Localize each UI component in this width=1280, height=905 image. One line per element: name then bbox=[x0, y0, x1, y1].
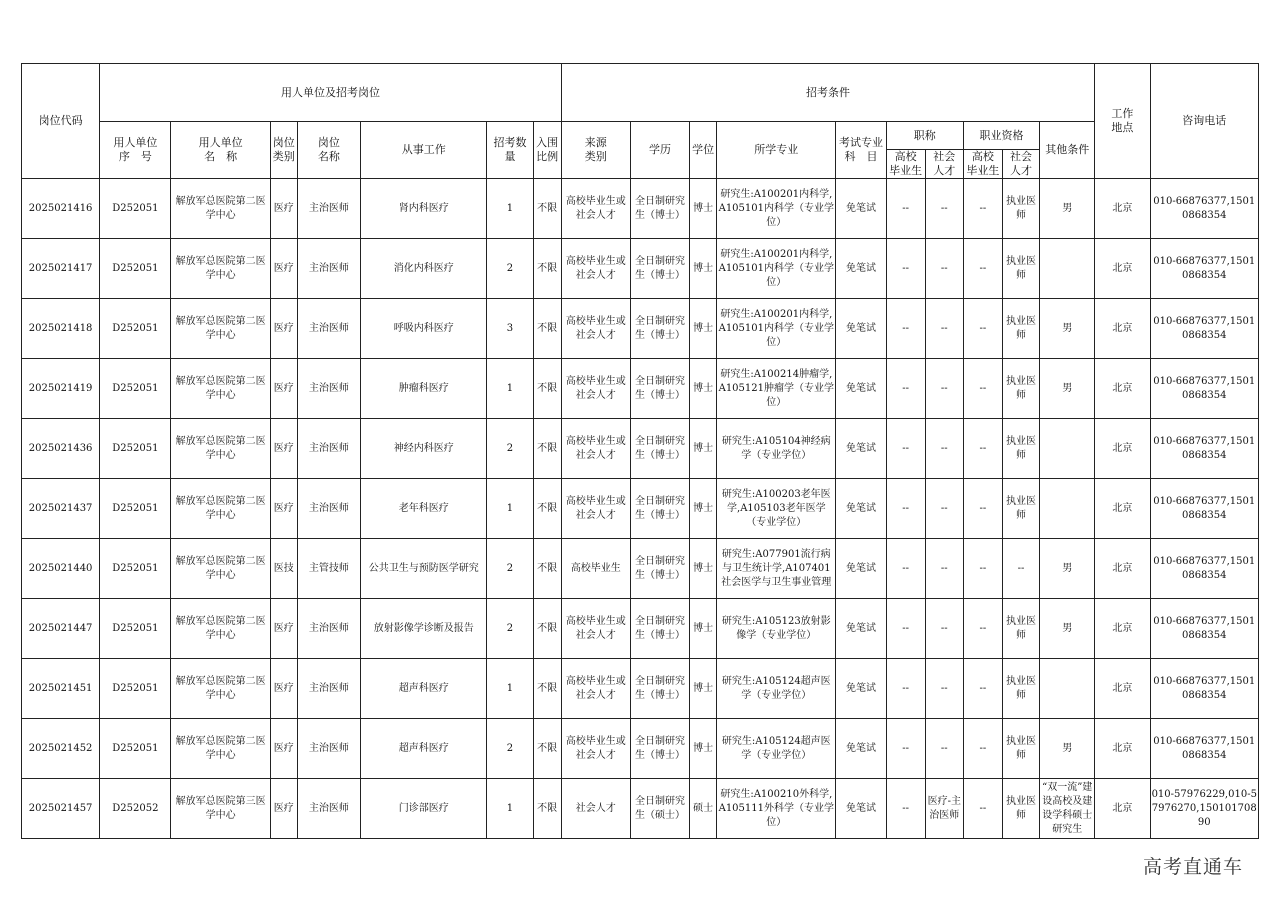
cell-post-name: 主治医师 bbox=[297, 659, 360, 719]
cell-source: 社会人才 bbox=[561, 779, 630, 839]
cell-ratio: 不限 bbox=[533, 359, 561, 419]
cell-unit-no: D252051 bbox=[100, 719, 171, 779]
cell-exam: 免笔试 bbox=[836, 299, 886, 359]
cell-post-name: 主治医师 bbox=[297, 599, 360, 659]
cell-degree: 博士 bbox=[690, 359, 717, 419]
cell-location: 北京 bbox=[1095, 659, 1150, 719]
cell-count: 2 bbox=[487, 599, 533, 659]
cell-source: 高校毕业生或社会人才 bbox=[561, 179, 630, 239]
cell-location: 北京 bbox=[1095, 719, 1150, 779]
cell-post-name: 主管技师 bbox=[297, 539, 360, 599]
cell-unit-name: 解放军总医院第二医学中心 bbox=[171, 299, 270, 359]
header-major: 所学专业 bbox=[717, 122, 836, 179]
table-row bbox=[22, 659, 1259, 719]
cell-post-type: 医疗 bbox=[270, 479, 297, 539]
header-unit-name: 用人单位 名 称 bbox=[171, 122, 270, 179]
cell-unit-no: D252051 bbox=[100, 479, 171, 539]
cell-qual-grad: -- bbox=[963, 419, 1002, 479]
cell-phone: 010-66876377,15010868354 bbox=[1150, 599, 1259, 659]
header-post-name: 岗位 名称 bbox=[297, 122, 360, 179]
cell-phone: 010-66876377,15010868354 bbox=[1150, 179, 1259, 239]
cell-qual-grad: -- bbox=[963, 299, 1002, 359]
cell-unit-name: 解放军总医院第二医学中心 bbox=[171, 719, 270, 779]
table-row bbox=[22, 179, 1259, 239]
cell-source: 高校毕业生或社会人才 bbox=[561, 359, 630, 419]
header-phone: 咨询电话 bbox=[1150, 64, 1259, 179]
header-post-type: 岗位 类别 bbox=[270, 122, 297, 179]
cell-qual-social: 执业医师 bbox=[1002, 239, 1039, 299]
cell-work: 消化内科医疗 bbox=[361, 239, 487, 299]
cell-post-type: 医疗 bbox=[270, 239, 297, 299]
cell-exam: 免笔试 bbox=[836, 419, 886, 479]
cell-title-social: -- bbox=[925, 179, 963, 239]
cell-title-grad: -- bbox=[886, 539, 925, 599]
cell-count: 1 bbox=[487, 179, 533, 239]
cell-degree: 博士 bbox=[690, 179, 717, 239]
cell-code: 2025021436 bbox=[22, 419, 100, 479]
table-row bbox=[22, 479, 1259, 539]
cell-work: 公共卫生与预防医学研究 bbox=[361, 539, 487, 599]
header-degree: 学位 bbox=[690, 122, 717, 179]
cell-post-type: 医疗 bbox=[270, 179, 297, 239]
cell-post-name: 主治医师 bbox=[297, 239, 360, 299]
cell-education: 全日制研究生（博士） bbox=[630, 539, 689, 599]
cell-title-social: -- bbox=[925, 599, 963, 659]
cell-post-type: 医疗 bbox=[270, 779, 297, 839]
cell-education: 全日制研究生（博士） bbox=[630, 599, 689, 659]
cell-source: 高校毕业生或社会人才 bbox=[561, 239, 630, 299]
cell-phone: 010-66876377,15010868354 bbox=[1150, 419, 1259, 479]
cell-code: 2025021457 bbox=[22, 779, 100, 839]
cell-title-grad: -- bbox=[886, 419, 925, 479]
cell-ratio: 不限 bbox=[533, 479, 561, 539]
cell-other bbox=[1040, 419, 1095, 479]
cell-education: 全日制研究生（博士） bbox=[630, 659, 689, 719]
cell-post-name: 主治医师 bbox=[297, 359, 360, 419]
cell-work: 放射影像学诊断及报告 bbox=[361, 599, 487, 659]
cell-source: 高校毕业生或社会人才 bbox=[561, 299, 630, 359]
cell-work: 肿瘤科医疗 bbox=[361, 359, 487, 419]
cell-exam: 免笔试 bbox=[836, 179, 886, 239]
cell-major: 研究生:A105124超声医学（专业学位） bbox=[717, 719, 836, 779]
cell-major: 研究生:A100201内科学,A105101内科学（专业学位） bbox=[717, 179, 836, 239]
cell-title-grad: -- bbox=[886, 719, 925, 779]
cell-post-name: 主治医师 bbox=[297, 419, 360, 479]
cell-post-name: 主治医师 bbox=[297, 179, 360, 239]
cell-major: 研究生:A077901流行病与卫生统计学,A107401社会医学与卫生事业管理 bbox=[717, 539, 836, 599]
cell-major: 研究生:A100214肿瘤学,A105121肿瘤学（专业学位） bbox=[717, 359, 836, 419]
cell-unit-no: D252051 bbox=[100, 659, 171, 719]
cell-post-name: 主治医师 bbox=[297, 299, 360, 359]
header-education: 学历 bbox=[630, 122, 689, 179]
header-title-group: 职称 bbox=[886, 122, 963, 150]
cell-major: 研究生:A105104神经病学（专业学位） bbox=[717, 419, 836, 479]
cell-exam: 免笔试 bbox=[836, 779, 886, 839]
cell-unit-name: 解放军总医院第二医学中心 bbox=[171, 239, 270, 299]
cell-location: 北京 bbox=[1095, 539, 1150, 599]
cell-ratio: 不限 bbox=[533, 299, 561, 359]
cell-qual-grad: -- bbox=[963, 719, 1002, 779]
cell-work: 超声科医疗 bbox=[361, 719, 487, 779]
cell-location: 北京 bbox=[1095, 299, 1150, 359]
cell-code: 2025021416 bbox=[22, 179, 100, 239]
cell-other bbox=[1040, 239, 1095, 299]
cell-post-type: 医疗 bbox=[270, 359, 297, 419]
cell-other: “双一流”建设高校及建设学科硕士研究生 bbox=[1040, 779, 1095, 839]
cell-count: 1 bbox=[487, 779, 533, 839]
table-body bbox=[22, 179, 1259, 839]
cell-qual-social: 执业医师 bbox=[1002, 719, 1039, 779]
cell-degree: 博士 bbox=[690, 479, 717, 539]
header-other: 其他条件 bbox=[1040, 122, 1095, 179]
header-qual-grad: 高校 毕业生 bbox=[963, 150, 1002, 179]
cell-qual-grad: -- bbox=[963, 599, 1002, 659]
cell-degree: 博士 bbox=[690, 659, 717, 719]
cell-qual-social: -- bbox=[1002, 539, 1039, 599]
cell-code: 2025021419 bbox=[22, 359, 100, 419]
cell-qual-grad: -- bbox=[963, 539, 1002, 599]
cell-exam: 免笔试 bbox=[836, 539, 886, 599]
cell-count: 2 bbox=[487, 719, 533, 779]
cell-work: 神经内科医疗 bbox=[361, 419, 487, 479]
cell-title-social: -- bbox=[925, 539, 963, 599]
cell-degree: 博士 bbox=[690, 539, 717, 599]
cell-count: 1 bbox=[487, 479, 533, 539]
cell-education: 全日制研究生（博士） bbox=[630, 419, 689, 479]
cell-post-type: 医疗 bbox=[270, 419, 297, 479]
cell-education: 全日制研究生（博士） bbox=[630, 239, 689, 299]
cell-unit-no: D252052 bbox=[100, 779, 171, 839]
cell-qual-grad: -- bbox=[963, 359, 1002, 419]
cell-degree: 博士 bbox=[690, 419, 717, 479]
header-source: 来源 类别 bbox=[561, 122, 630, 179]
header-group-unit: 用人单位及招考岗位 bbox=[100, 64, 561, 122]
cell-work: 门诊部医疗 bbox=[361, 779, 487, 839]
cell-count: 2 bbox=[487, 539, 533, 599]
header-group-conditions: 招考条件 bbox=[561, 64, 1095, 122]
cell-unit-name: 解放军总医院第二医学中心 bbox=[171, 179, 270, 239]
header-qual-social: 社会 人才 bbox=[1002, 150, 1039, 179]
header-qualification-group: 职业资格 bbox=[963, 122, 1039, 150]
cell-exam: 免笔试 bbox=[836, 479, 886, 539]
cell-degree: 博士 bbox=[690, 299, 717, 359]
cell-title-social: -- bbox=[925, 719, 963, 779]
cell-qual-social: 执业医师 bbox=[1002, 299, 1039, 359]
cell-ratio: 不限 bbox=[533, 419, 561, 479]
cell-code: 2025021437 bbox=[22, 479, 100, 539]
cell-count: 1 bbox=[487, 359, 533, 419]
table-row bbox=[22, 239, 1259, 299]
cell-qual-social: 执业医师 bbox=[1002, 359, 1039, 419]
cell-other: 男 bbox=[1040, 719, 1095, 779]
table-row bbox=[22, 599, 1259, 659]
cell-qual-grad: -- bbox=[963, 659, 1002, 719]
cell-unit-name: 解放军总医院第二医学中心 bbox=[171, 539, 270, 599]
table-row bbox=[22, 299, 1259, 359]
cell-title-social: -- bbox=[925, 479, 963, 539]
header-location: 工作 地点 bbox=[1095, 64, 1150, 179]
cell-title-grad: -- bbox=[886, 179, 925, 239]
header-ratio: 入围 比例 bbox=[533, 122, 561, 179]
cell-source: 高校毕业生或社会人才 bbox=[561, 719, 630, 779]
cell-phone: 010-66876377,15010868354 bbox=[1150, 239, 1259, 299]
cell-source: 高校毕业生或社会人才 bbox=[561, 479, 630, 539]
cell-title-grad: -- bbox=[886, 359, 925, 419]
watermark: 高考直通车 bbox=[1143, 856, 1244, 878]
cell-location: 北京 bbox=[1095, 599, 1150, 659]
cell-unit-no: D252051 bbox=[100, 299, 171, 359]
cell-unit-name: 解放军总医院第二医学中心 bbox=[171, 419, 270, 479]
cell-post-type: 医疗 bbox=[270, 719, 297, 779]
cell-major: 研究生:A105124超声医学（专业学位） bbox=[717, 659, 836, 719]
cell-ratio: 不限 bbox=[533, 599, 561, 659]
cell-unit-name: 解放军总医院第三医学中心 bbox=[171, 779, 270, 839]
cell-phone: 010-66876377,15010868354 bbox=[1150, 359, 1259, 419]
cell-ratio: 不限 bbox=[533, 239, 561, 299]
cell-education: 全日制研究生（博士） bbox=[630, 719, 689, 779]
cell-qual-social: 执业医师 bbox=[1002, 659, 1039, 719]
cell-unit-name: 解放军总医院第二医学中心 bbox=[171, 659, 270, 719]
cell-unit-no: D252051 bbox=[100, 179, 171, 239]
cell-title-grad: -- bbox=[886, 599, 925, 659]
cell-major: 研究生:A100201内科学,A105101内科学（专业学位） bbox=[717, 239, 836, 299]
cell-location: 北京 bbox=[1095, 419, 1150, 479]
cell-education: 全日制研究生（博士） bbox=[630, 359, 689, 419]
cell-code: 2025021418 bbox=[22, 299, 100, 359]
header-work: 从事工作 bbox=[361, 122, 487, 179]
cell-count: 1 bbox=[487, 659, 533, 719]
cell-location: 北京 bbox=[1095, 179, 1150, 239]
cell-ratio: 不限 bbox=[533, 779, 561, 839]
header-code: 岗位代码 bbox=[22, 64, 100, 179]
cell-other bbox=[1040, 659, 1095, 719]
cell-title-grad: -- bbox=[886, 659, 925, 719]
table-row bbox=[22, 539, 1259, 599]
table-row bbox=[22, 359, 1259, 419]
cell-ratio: 不限 bbox=[533, 179, 561, 239]
cell-source: 高校毕业生 bbox=[561, 539, 630, 599]
cell-degree: 博士 bbox=[690, 239, 717, 299]
header-unit-no: 用人单位 序 号 bbox=[100, 122, 171, 179]
cell-qual-social: 执业医师 bbox=[1002, 479, 1039, 539]
cell-other bbox=[1040, 479, 1095, 539]
header-count: 招考数量 bbox=[487, 122, 533, 179]
cell-exam: 免笔试 bbox=[836, 719, 886, 779]
cell-unit-name: 解放军总医院第二医学中心 bbox=[171, 359, 270, 419]
cell-title-social: -- bbox=[925, 659, 963, 719]
cell-title-social: -- bbox=[925, 299, 963, 359]
table-row bbox=[22, 779, 1259, 839]
cell-source: 高校毕业生或社会人才 bbox=[561, 599, 630, 659]
cell-ratio: 不限 bbox=[533, 539, 561, 599]
cell-unit-no: D252051 bbox=[100, 599, 171, 659]
cell-code: 2025021447 bbox=[22, 599, 100, 659]
cell-post-type: 医技 bbox=[270, 539, 297, 599]
cell-count: 2 bbox=[487, 419, 533, 479]
cell-exam: 免笔试 bbox=[836, 659, 886, 719]
cell-ratio: 不限 bbox=[533, 659, 561, 719]
cell-qual-grad: -- bbox=[963, 239, 1002, 299]
cell-code: 2025021452 bbox=[22, 719, 100, 779]
cell-location: 北京 bbox=[1095, 479, 1150, 539]
cell-work: 呼吸内科医疗 bbox=[361, 299, 487, 359]
cell-degree: 博士 bbox=[690, 599, 717, 659]
cell-phone: 010-57976229,010-57976270,15010170890 bbox=[1150, 779, 1259, 839]
cell-title-grad: -- bbox=[886, 239, 925, 299]
cell-major: 研究生:A105123放射影像学（专业学位） bbox=[717, 599, 836, 659]
cell-major: 研究生:A100210外科学,A105111外科学（专业学位） bbox=[717, 779, 836, 839]
cell-unit-no: D252051 bbox=[100, 539, 171, 599]
cell-education: 全日制研究生（博士） bbox=[630, 479, 689, 539]
cell-location: 北京 bbox=[1095, 779, 1150, 839]
cell-exam: 免笔试 bbox=[836, 239, 886, 299]
header-title-social: 社会 人才 bbox=[925, 150, 963, 179]
cell-post-type: 医疗 bbox=[270, 659, 297, 719]
cell-degree: 硕士 bbox=[690, 779, 717, 839]
cell-qual-social: 执业医师 bbox=[1002, 779, 1039, 839]
cell-count: 2 bbox=[487, 239, 533, 299]
cell-qual-grad: -- bbox=[963, 779, 1002, 839]
cell-unit-no: D252051 bbox=[100, 359, 171, 419]
table-row bbox=[22, 719, 1259, 779]
cell-title-social: -- bbox=[925, 419, 963, 479]
cell-title-social: -- bbox=[925, 239, 963, 299]
cell-phone: 010-66876377,15010868354 bbox=[1150, 659, 1259, 719]
cell-exam: 免笔试 bbox=[836, 599, 886, 659]
cell-unit-name: 解放军总医院第二医学中心 bbox=[171, 479, 270, 539]
cell-qual-social: 执业医师 bbox=[1002, 179, 1039, 239]
cell-unit-name: 解放军总医院第二医学中心 bbox=[171, 599, 270, 659]
table-row bbox=[22, 419, 1259, 479]
cell-title-grad: -- bbox=[886, 779, 925, 839]
cell-post-type: 医疗 bbox=[270, 599, 297, 659]
cell-education: 全日制研究生（硕士） bbox=[630, 779, 689, 839]
cell-post-name: 主治医师 bbox=[297, 779, 360, 839]
cell-other: 男 bbox=[1040, 539, 1095, 599]
cell-location: 北京 bbox=[1095, 239, 1150, 299]
cell-location: 北京 bbox=[1095, 359, 1150, 419]
cell-code: 2025021451 bbox=[22, 659, 100, 719]
cell-other: 男 bbox=[1040, 359, 1095, 419]
cell-title-grad: -- bbox=[886, 299, 925, 359]
cell-code: 2025021440 bbox=[22, 539, 100, 599]
cell-other: 男 bbox=[1040, 299, 1095, 359]
cell-source: 高校毕业生或社会人才 bbox=[561, 419, 630, 479]
cell-qual-social: 执业医师 bbox=[1002, 419, 1039, 479]
cell-other: 男 bbox=[1040, 599, 1095, 659]
recruitment-table bbox=[21, 63, 1259, 839]
cell-title-grad: -- bbox=[886, 479, 925, 539]
cell-work: 老年科医疗 bbox=[361, 479, 487, 539]
cell-post-name: 主治医师 bbox=[297, 719, 360, 779]
cell-work: 肾内科医疗 bbox=[361, 179, 487, 239]
cell-education: 全日制研究生（博士） bbox=[630, 179, 689, 239]
cell-degree: 博士 bbox=[690, 719, 717, 779]
cell-unit-no: D252051 bbox=[100, 419, 171, 479]
cell-work: 超声科医疗 bbox=[361, 659, 487, 719]
cell-qual-grad: -- bbox=[963, 179, 1002, 239]
cell-exam: 免笔试 bbox=[836, 359, 886, 419]
cell-major: 研究生:A100201内科学,A105101内科学（专业学位） bbox=[717, 299, 836, 359]
header-exam: 考试专业 科 目 bbox=[836, 122, 886, 179]
cell-phone: 010-66876377,15010868354 bbox=[1150, 299, 1259, 359]
cell-qual-social: 执业医师 bbox=[1002, 599, 1039, 659]
header-title-grad: 高校 毕业生 bbox=[886, 150, 925, 179]
cell-phone: 010-66876377,15010868354 bbox=[1150, 719, 1259, 779]
cell-qual-grad: -- bbox=[963, 479, 1002, 539]
cell-phone: 010-66876377,15010868354 bbox=[1150, 479, 1259, 539]
cell-other: 男 bbox=[1040, 179, 1095, 239]
cell-count: 3 bbox=[487, 299, 533, 359]
cell-unit-no: D252051 bbox=[100, 239, 171, 299]
cell-source: 高校毕业生或社会人才 bbox=[561, 659, 630, 719]
cell-ratio: 不限 bbox=[533, 719, 561, 779]
cell-title-social: 医疗-主治医师 bbox=[925, 779, 963, 839]
cell-post-type: 医疗 bbox=[270, 299, 297, 359]
cell-post-name: 主治医师 bbox=[297, 479, 360, 539]
cell-code: 2025021417 bbox=[22, 239, 100, 299]
cell-major: 研究生:A100203老年医学,A105103老年医学（专业学位） bbox=[717, 479, 836, 539]
cell-phone: 010-66876377,15010868354 bbox=[1150, 539, 1259, 599]
cell-education: 全日制研究生（博士） bbox=[630, 299, 689, 359]
cell-title-social: -- bbox=[925, 359, 963, 419]
